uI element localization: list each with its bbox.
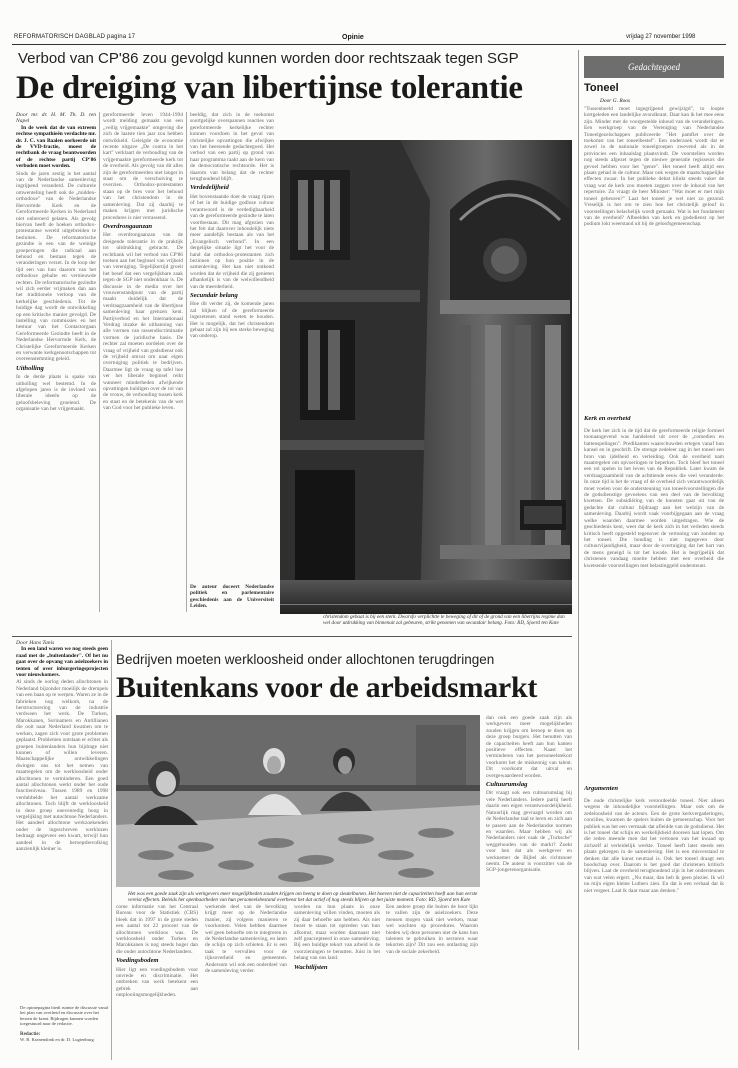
article2-subhead-wachtlijsten: Wachtlijsten	[294, 963, 328, 971]
article1-headline: De dreiging van libertijnse tolerantie	[16, 70, 523, 106]
article1-body-text: Sinds de jaren zestig is het aantal van de Nederlandse samenleving ingrijpend veranderd. De culturele omwenteling heeft ook de „midden-orthodoxe" van de Nederlandse Hervormde Kerk en de Gereformeerde Kerken in Nederland niet onberoerd gelaten. Als gevolg hiervan heeft de hoeken orthodox-protestantse wereld uitgebreiden te besluiten. De reformatorische gezindte is een van de weinige groeperingen die radicaal aan behoud en bestaan tegen de veranderingen verzet. In de loop der tijd een van hun daarom van het orthodoxe gehalte en vernieuwde rechten. De reformatorische gezindte wil zich eerder vrijmaken dan aan het traditionele verloop van de kerkelijke geschiedenis. Tot de huidige dag wordt de ontwikkeling op een kritische manier gevolgd. De instelling van commissies en het bestuur van het Contactorgaan Gereformeerde Gezindte heeft in de Nederlandse Hervormde Kerk, de Christelijke Gereformeerde Kerken en verwante kerkgenootschappen tot overeenstemming geleid.	[16, 170, 96, 363]
sidebar-title: Toneel	[584, 82, 619, 94]
article1-column-1: Door mr. dr. H. M. Th. D. ten Napel In de week dat de van extreem rechtse sympathieën verdachte mr. dr. J. C. van Baalen oorkeerde uit de VVD-fractie, moest de rechtbank de vraag beantwoorden of de rechtse partij CP'86 verboden moet worden. Sinds de jaren zestig is het aantal van de Nederlandse samenleving ingrijpend veranderd. De culturele omwenteling heeft ook de „midden-orthodoxe" van de Nederlandse Hervormde Kerk en de Gereformeerde Kerken in Nederland niet onberoerd gelaten. Als gevolg hiervan heeft de hoeken orthodox-protestantse wereld uitgebreiden te besluiten. De reformatorische gezindte is een van de weinige groeperingen die radicaal aan behoud en bestaan tegen de veranderingen verzet. In de loop der tijd een van hun daarom van het orthodoxe gehalte en vernieuwde rechten. De reformatorische gezindte wil zich eerder vrijmaken dan aan het traditionele verloop van de kerkelijke geschiedenis. Tot de huidige dag wordt de ontwikkeling op een kritische manier gevolgd. De instelling van commissies en het bestuur van het Contactorgaan Gereformeerde Gezindte heeft in de Nederlandse Hervormde Kerk, de Christelijke Gereformeerde Kerken en verwante kerkgenootschappen tot overeenstemming geleid. Uitholling In de derde plaats is spake van uitholling wel bestemd. In de afgelopen jaren is de invloed van liberale ideeën op de geloofsbeleving groeiend. De organisatie van het vrijgemaakt.	[16, 112, 96, 413]
article1-photo	[280, 140, 572, 614]
article2-column-2: come informatie van het Centraal Bureau voor de Statistiek (CBS) bleek dat in 1997 in de grote steden een aantal tot 22 procent van de allochtonen werkloos was. De werkloosheid onder Turken en Marokkanen is nog steeds hoger dan die onder autochtone Nederlanders. Voedingsbodem Hier ligt een voedingsbodem voor onvrede en discriminatie. Het ontbreken van werk betekent een gebrek aan ontplooiingsmogelijkheden.	[116, 904, 198, 999]
article1-footnote: De auteur doceert Nederlandse politiek en parlementaire geschiedenis aan de Universiteit Leiden.	[190, 584, 274, 610]
redactie-names: W. B. Kranendonk en dr. D. Lugtenburg	[20, 1037, 94, 1043]
masthead-date: vrijdag 27 november 1998	[626, 34, 696, 40]
article1-lead: In de week dat de van extreem rechtse sympathieën verdachte mr. dr. J. C. van Baalen oorkeerde uit de VVD-fractie, moest de rechtbank de vraag beantwoorden of de rechtse partij CP'86 verboden moet worden.	[16, 124, 96, 170]
masthead-paper: REFORMATORISCH DAGBLAD pagina 17	[14, 34, 136, 40]
article2-caption-text: Het was een goede zaak zijn als werkgevers meer mogelijkheden zouden krijgen om heeng te doen op sleutelbanen. Het hoeven niet de capaciteiten hoeft aan hun eerste vereist effecten. Beleids het openbaarheden van hun personeelsbestand overheest het dat actief of nog steeds blijven op het juiste moment.	[128, 891, 478, 904]
sidebar-column-3: De oude christelijke kerk veroordeelde toneel. Niet alleen wegens de inhoudelijke voorstellingen. Maar ook om de zedeloosheid van de acteurs. Een de grote kerkvergaderingen, concilies, kwamen de spelers buiten de gemeenschap. Voor het publiek was het een vermaak dat afleidde van de godsdienst. Het is het toneel dat schijn en werkelijkheid dooreen laat lopen. Om die reden meende men dat het vertonen van het kwaad op zichzelf al verleidelijk werkte. Toneel heeft later steeds een plaats gekregen in de samenleving. Het is een misverstand te denken dat alle kunst neutraal is. Ook het toneel draagt een boodschap over. Daarom is het goed dat christenen kritisch blijven. Laat de overheid terughoudend zijn in het ondersteunen van wat velen ergert. „Nu maar, dan heb ik geen plezier. Ik wil nu mijn eigen kleine Luthers zien. En dat is een verhaal dat ik niet vergeet. Laat ik daar maar aan denken."	[584, 798, 724, 894]
redactie-text: De opiniepagina biedt ruimte de discussie vanaf het plan van overheid en discussie over het bezien de krant. Bijdragen kunnen worden toegestuurd naar de redactie.	[20, 1005, 109, 1027]
article2-column-5: worden nu hun plaats in onze samenleving willen vinden, moeten als zij daar behoefte aan hebben. Als niet bezet te staan tot optreden van hun afkomst, maar worden daarnaast niet zelf geaccepteerd in onze samenleving. Bij een huidige tekort van arbeid is de voorzieningen te benutten. Juist in het belang van ons land. Wachtlijsten	[294, 904, 380, 971]
article2-headline: Buitenkans voor de arbeidsmarkt	[116, 671, 538, 704]
church-facade-image	[280, 140, 572, 614]
sidebar-banner-title: Gedachtegoed	[628, 62, 680, 72]
article2-column-3: werkende deel van de bevolking krijgt meer op de Nederlandse manier, zij volgens manieren te voorkomen. Velen hebben daarmee wel geen behoefte om te integreren in de Nederlandse samenleving, en laten de schijn op zich schieten. Er is een taak te vervullen voor de rijksoverheid en gemeenten. Andersom wil ook een onderdeel van de samenleving verder.	[205, 904, 287, 975]
article2-column-4: dan ook een goede zaak zijn als werkgevers meer mogelijkheden zouden krijgen om beroep te doen op deze groep burgers. Het benutten van de capaciteiten heeft aan hun kanten positieve effecten. Naast het verminderen van het personeelstekort voorkomt het de miskennig van talent. Dit voorkomt dat uitval en overgewaardeerd worden. Cultuurumslag Dit vraagt ook een cultuurumslag bij vele Nederlanders. Iedere partij heeft daarin een eigen verantwoordelijkheid. Natuurlijk mag gevraagd worden om de Nederlandse taal te leren en zich aan te passen aan de Nederlandse normen en waarden. Maar hebben wij als Nederlanders niet vaak de „Turksche" weggehouden van de markt? Zoekt voor hen dat als werkgever en werknemer de Bijbel als richtsnoer neemt. De auteur is voorzitter van de SGP-jongerenorganisatie.	[486, 715, 572, 874]
article1-kicker: Verbod van CP'86 zou gevolgd kunnen worden door rechtszaak tegen SGP	[18, 50, 519, 67]
article1-caption-credit: Foto: RD, Sjoerd ten Kate	[504, 620, 559, 627]
article2-photo	[116, 715, 480, 887]
article1-subhead-verdedelijheid: Verdedelijheid	[190, 184, 229, 192]
article2-kicker: Bedrijven moeten werkloosheid onder allochtonen terugdringen	[116, 652, 495, 667]
article1-subhead-overdrongaanzan: Overdrongaanzan	[103, 222, 153, 230]
redactie-label: Redactie:	[20, 1031, 41, 1037]
redactie-box	[20, 1005, 110, 1042]
article1-column-2: gereformeerde leven 1944-1994 wordt melding gemaakt van een „veilig vrijgemaakte" omgeving die zich de laatste tien jaar zou hebben ontwikkeld. Geleigde de economie recente uitgave „De contra in het kart" verklaart de verhouding van de vrijgemaakte gereformeerde kerk tot de overheid. Als gevolg van dit alles zijn de gereformeerden niet langer in staat om de verschuiving te overzien. Orthodox-protestanten staan op de bres voor het behoud van het christendom in de samenleving. Dat zij daarbij te maken krijgen met juridische procedures is niet verrassend. Overdrongaanzan Het overdrongaanzan van de dreigende tolerantie in de praktijk tot uitdrukking gebracht. De rechtbank wil het verbod van CP'86 toetsen aan het beginsel van vrijheid van vereniging. Tegelijkertijd groeit het besef dat een vergelijkbare zaak tegen de SGP niet ondenkbaar is. De discussie in de media over het vrouwenstandpunt van de partij maakt duidelijk dat de verdraagzaamheid van de libertijnse samenleving haar grenzen kent. Partijverbod en het Internationaal Verdrag inzake de uitbanning van alle vormen van rassendiscriminatie vormen de juridische basis. De rechter zal moeten oordelen over de vraag of vrijheid van godsdienst ook de vrijheid omvat om naar eigen overtuiging politiek te bedrijven. Daarmee ligt de vraag op tafel hoe ver het liberale beginsel reikt wanneer minderheden afwijkende opvattingen huldigen over de rol van de vrouw, de verhouding tussen kerk en staat en de betekenis van de wet van God voor het publieke leven.	[103, 112, 183, 412]
article1-subhead-uitholling: Uitholling	[16, 364, 44, 372]
sidebar-column-1: "Tussenbeeld moet ingegrijpend gewijzigd", to loopte kortgeleden een landelijke avondkrant. Daar kan ik het mee eens zijn. Minder met de voorgestelde inhoud van de veranderingen. Een werkgroep van de Vereniging van Nederlandse Toneelgezelschappen publiceerde "Het pamflet over de toekomst van het toneelbestel". Een onderzoek wordt dat er zowel in de nationale toneelgroepen zwevend als in de provincies een inhaalslag plaatsvindt. De voorstellen worden nog steeds afgezet tegen de nieuwe generatie regisseurs die gevoel hebben voor het "genre". Het toneel heeft altijd een plaats gehad in de cultuur. Maar ook wegen de maatschappelijke effecten zwaar. In het publieke debat klinkt steeds vaker de vraag wat de kerk zou moeten zeggen over de inhoud van het repertoire. Zo vraagt de heer Minister: "Wat moet er met mijn toneel gebeuren?" Laat het toneel je wel niet zo gezond. Vreselijk is het om te zien hoe het christelijk geloof in voorstellingen belachelijk wordt gemaakt. Wat is het fundament van de overheid? Afbeelden van kerk en godsdienst op het podium lokt weerstand uit bij de geloofsgemeenschap.	[584, 106, 724, 228]
article1-caption	[323, 608, 568, 627]
article1-subhead-secundair: Secundair belang	[190, 291, 238, 299]
sidebar-subhead-argumenten: Argumenten	[584, 786, 619, 792]
sidebar-author: Door G. Roos	[600, 98, 631, 104]
article2-caption-credit: Foto: RD, Sjoerd ten Kate	[415, 897, 471, 904]
article2-byline: Door Hans Tanis	[16, 640, 55, 646]
article2-column-1: Door Hans Tanis In een land waren we nog steeds geen raad met de „buitenlander". Of het nu gaat over de opvang van asielzoekers in tenten of over inburgeringsprojecten voor nieuwkomers. Al sinds de oorlog deden allochtonen in Nederland bijzonder moeilijk de drempels van een baan op te werpen. Waren ze in de fabrieken nog welkom, na de herstructurering van de industrie verdween het werk. De Turken, Marokkanen, Surinamers en Antillianen die ooit naar Nederland kwamen om te werken, zagen zich voor grote problemen geplaatst. Problemen ontstaan er echter als groepen buitenlanders hun bijdrage niet kunnen of willen leveren. Maatschappelijke ontwikkelingen dwingen ons tot het nemen van maatregelen om de werkloosheid onder allochtonen te verminderen. Een goed aantal allochtonen werkt onder het oude functieniveau. Tussen 1989 en 1998 verdubbelde het aantal werkzame allochtonen. Toch blijft de werkloosheid in deze groep onevenredig hoog in vergelijking met autochtone Nederlanders. Het aandeel allochtone werkzoekenden onder de ingeschreven werklozen bedraagt ongeveer een kwart, terwijl hun aandeel in de beroepsbevolking aanzienlijk kleiner is.	[16, 640, 108, 852]
sidebar-subhead-kerk: Kerk en overheid	[584, 416, 631, 422]
article1-caption-text: De komende jaren zal blijken of de gereformeerde ingezetenen weer stand te houden. Het is mogelijk, dat het christendom gebaat is bij een sterk. Dwarsfo verplichtte te beweging of dit of de grond van een libertijns regime dan wel door utdrukking van binnenuit zal gebeuren, strikt genomen van secundair belang.	[323, 608, 565, 627]
article2-column-6: Een andere groep die buiten de boot lijkt te vallen zijn de asielzoekers. Deze mensen mogen vaak niet werken, maar wel wachten op procedures. Waarom bieden wij deze personen niet de kans hun talenten te gebruiken in sectoren waar tekorten zijn? Dit zou een ontlasting zijn van de sociale zekerheid.	[386, 904, 478, 955]
article1-column-3: beeldig, dat zich in de toekomst soortgelijke overspannen reacties van gereformeerde kerkelijke rechter kunnen voordoen in het geval van christelijke opvattingen die afwijken van het heersende gedachtegoed. Het verbod van een partij op grond van haar programma raakt aan de kern van de democratische rechtsorde. Het is daarom van belang dat de rechter terughoudend blijft. Verdedelijheid Het bovenstaande doet de vraag rijzen of het in de huidige godloze cultuur verantwoord is de verdedigbaarheid van de gereformeerde gezindte te laten voortbestaan. Dit mag afgezien van het feit dat daarover inhoudelijk niets meer aandelijk bestaan als van het „Evangelisch verbond". In een dergelijke situatie ligt het voor de hand dat orthodox-protestanten zich bezinnen op hun positie in de samenleving. Het kan niet ontkend worden dat de vrijheid die zij genieten afhankelijk is van de welwillendheid van de meerderheid. Secundair belang Hoe dit verder zij, de komende jaren zal blijken of de gereformeerde ingezetenen stand weten te houden. Het is mogelijk, dat het christendom gebaat zal zijn bij een sterke beweging van onderop.	[190, 112, 274, 340]
section-title: Opinie	[342, 34, 364, 41]
masthead-rule	[12, 44, 726, 45]
article2-lead: In een land waren we nog steeds geen raad met de „buitenlander". Of het nu gaat over de opvang van asielzoekers in tenten of over inburgeringsprojecten voor nieuwkomers.	[16, 646, 108, 679]
article2-subhead-voedingsbodem: Voedingsbodem	[116, 957, 159, 965]
article2-subhead-cultuurumslag: Cultuurumslag	[486, 781, 528, 789]
article1-byline: Door mr. dr. H. M. Th. D. ten Napel	[16, 112, 96, 125]
sidebar-column-2: De kerk het zich in de tijd dat de gereformeerde religie formeel toonaangevend was handelend uit over de „comedien en battenspelingen". Predikanten waarschuwden ertegen vanaf hun kansel en in geschrift. De strenge zedeleer zag in het toneel een bron van ijdelheid en verleiding. Ook de overheid nam maatregelen om opvoeringen te beperken. Toch bleef het toneel een rol spelen in het leven van de Republiek. Later kwam de verdraagzaamheid van de achttiende eeuw die veel veranderde. In onze tijd is het de vraag of de overheid zich verantwoordelijk moet voelen voor de ondersteuning van toneelvoorstellingen die de godsdienstige gevoelens van een deel van de bevolking kwetsen. De subsidiëring van de kunsten gaat uit van de gedachte dat cultuur bijdraagt aan het welzijn van de samenleving. Daarbij wordt vaak voorbijgegaan aan de vraag welke waarden daarmee worden uitgedragen. Wie de geschiedenis kent, weet dat de kerk zich in het verleden steeds kritisch heeft opgesteld tegenover de vertoning van zonden op het toneel. Die houding is niet ingegeven door cultuurvijandigheid, maar door de overtuiging dat het hart van de mens geneigd is tot het kwade. Het is begrijpelijk dat christenen vandaag moeite hebben met een overheid die kwetsende voorstellingen met belastinggeld ondersteunt.	[584, 428, 724, 569]
factory-workers-image	[116, 715, 480, 887]
article2-caption	[128, 891, 480, 903]
